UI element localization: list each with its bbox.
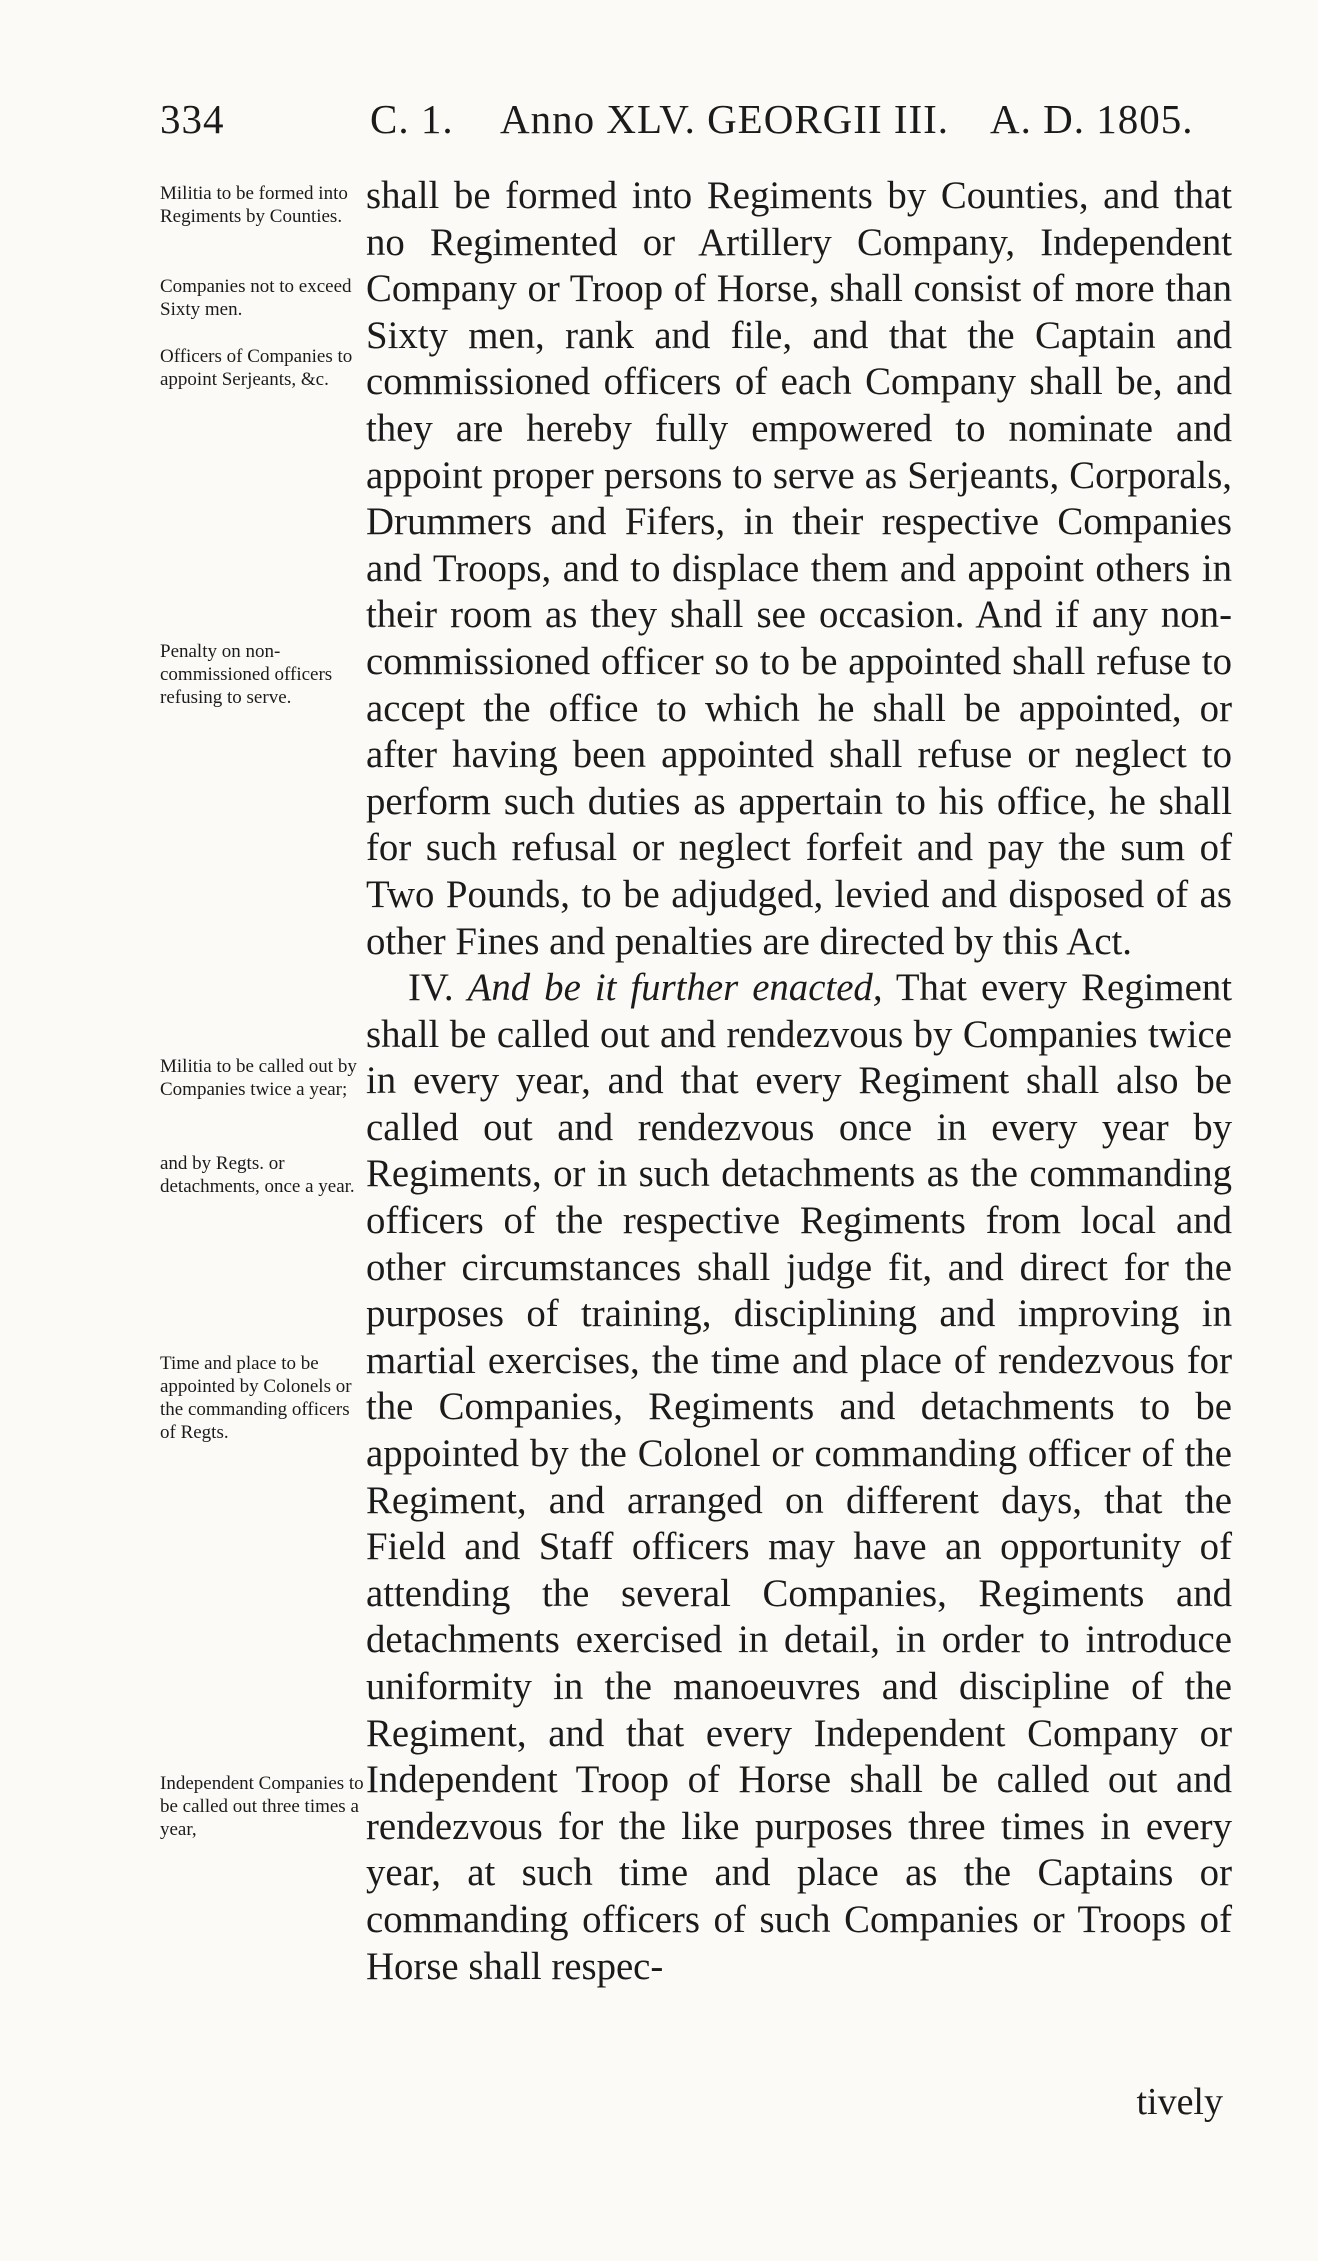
marginal-note: and by Regts. or detachments, once a year. — [160, 1153, 355, 1197]
marginal-note: Officers of Companies to appoint Serjeants, &c. — [160, 346, 353, 390]
regnal-year: Anno XLV. GEORGII III. — [500, 96, 950, 142]
marginal-note: Militia to be called out by Companies twice a year; — [160, 1056, 357, 1100]
section-text: That every Regiment shall be called out and rendezvous by Companies twice in every year, and that every Regiment shall also be called out and rendezvous once in every year by Regiments, or in such detachments as the commanding officers of the respective Regiments from local and other circumstances shall judge fit, and direct for the purposes of training, disciplining and improving in martial exercises, the time and place of rendezvous for the Companies, Regiments and detachments to be appointed by the Colonel or commanding officer of the Regiment, and arranged on different days, that the Field and Staff officers may have an opportunity of attending the several Companies, Regiments and detachments exercised in detail, in order to introduce uniformity in the manoeuvres and discipline of the Regiment, and that every Independent Company or Independent Troop of Horse shall be called out and rendezvous for the like purposes three times in every year, at such time and place as the Captains or commanding officers of such Companies or Troops of Horse shall respec- — [366, 966, 1233, 1988]
marginal-note: Companies not to exceed Sixty men. — [160, 276, 352, 320]
section-number: IV. — [408, 966, 454, 1010]
calendar-year: A. D. 1805. — [990, 96, 1194, 142]
marginal-note: Independent Companies to be called out three times a year, — [160, 1773, 364, 1840]
chapter-number: C. 1. — [370, 96, 454, 142]
paragraph-section-iv — [366, 965, 1232, 1990]
marginal-note: Militia to be formed into Regiments by Counties. — [160, 183, 348, 227]
body-text — [366, 173, 1232, 1990]
catchword: tively — [1136, 2081, 1223, 2123]
paragraph: shall be formed into Regiments by Counties, and that no Regimented or Artillery Company, Independent Company or Troop of Horse, shall consist of more than Sixty men, rank and file, and that the Captain and commissioned officers of each Company shall be, and they are hereby fully empowered to nominate and appoint proper persons to serve as Serjeants, Corporals, Drummers and Fifers, in their respective Companies and Troops, and to displace them and appoint others in their room as they shall see occasion. And if any non-commissioned officer so to be appointed shall refuse to accept the office to which he shall be appointed, or after having been appointed shall refuse or neglect to perform such duties as appertain to his office, he shall for such refusal or neglect forfeit and pay the sum of Two Pounds, to be adjudged, levied and disposed of as other Fines and penalties are directed by this Act. — [366, 174, 1232, 963]
marginal-note: Time and place to be appointed by Colonels or the commanding officers of Regts. — [160, 1353, 352, 1443]
enacting-clause: And be it further enacted, — [467, 966, 883, 1010]
page-number: 334 — [160, 96, 225, 142]
running-header — [160, 95, 1220, 155]
marginal-note: Penalty on non-commissioned officers refusing to serve. — [160, 641, 333, 708]
